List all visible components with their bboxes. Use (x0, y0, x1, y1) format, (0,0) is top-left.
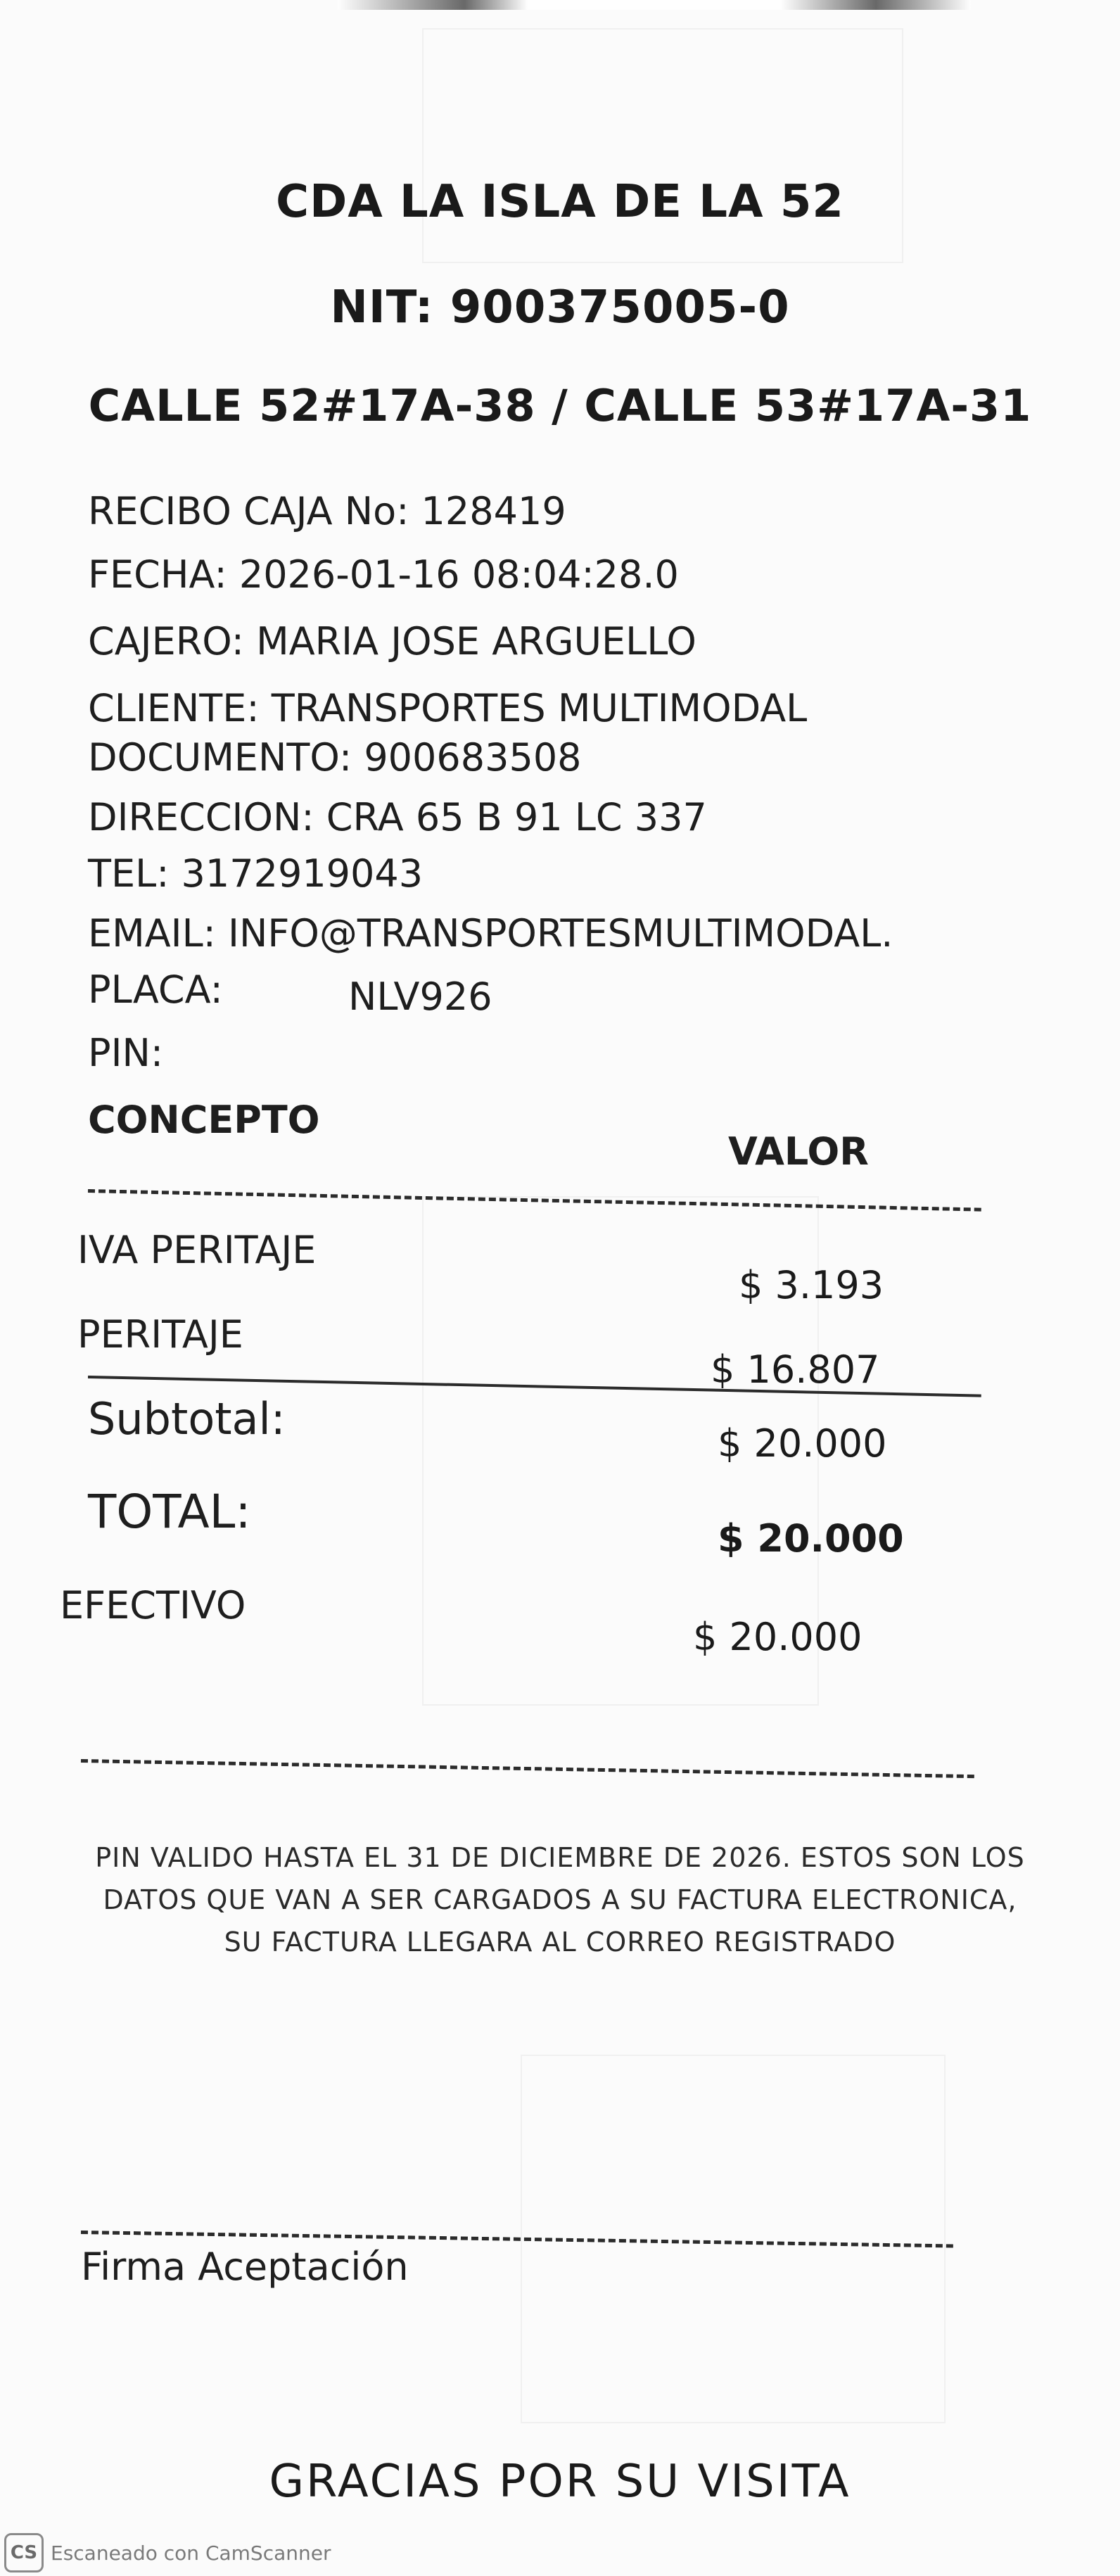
scanner-watermark (4, 2533, 331, 2572)
total-value: $ 20.000 (718, 1516, 904, 1561)
receipt-number: RECIBO CAJA No: 128419 (88, 489, 566, 533)
camscanner-icon: CS (4, 2533, 44, 2572)
receipt-client: CLIENTE: TRANSPORTES MULTIMODAL (88, 686, 808, 730)
cash-value: $ 20.000 (693, 1615, 863, 1659)
item-concept: IVA PERITAJE (77, 1228, 317, 1272)
business-nit: NIT: 900375005-0 (330, 281, 790, 334)
receipt-address: DIRECCION: CRA 65 B 91 LC 337 (88, 795, 707, 839)
business-address: CALLE 52#17A-38 / CALLE 53#17A-31 (88, 380, 1032, 431)
note-top-rule (81, 1759, 974, 1778)
signature-label: Firma Aceptación (81, 2245, 409, 2289)
plate-value: NLV926 (348, 975, 492, 1019)
item-value: $ 16.807 (711, 1347, 880, 1392)
total-label: TOTAL: (88, 1485, 251, 1539)
subtotal-value: $ 20.000 (718, 1421, 887, 1466)
thanks-message: GRACIAS POR SU VISITA (269, 2456, 851, 2508)
cash-label: EFECTIVO (60, 1583, 246, 1628)
receipt-date: FECHA: 2026-01-16 08:04:28.0 (88, 552, 679, 597)
subtotal-label: Subtotal: (88, 1393, 286, 1445)
item-value: $ 3.193 (739, 1263, 884, 1307)
plate-label: PLACA: (88, 967, 223, 1012)
receipt-phone: TEL: 3172919043 (88, 851, 424, 896)
concept-header: CONCEPTO (88, 1098, 320, 1142)
electronic-invoice-note: DATOS QUE VAN A SER CARGADOS A SU FACTURA ELECTRONICA, (103, 1884, 1017, 1915)
scanner-label: Escaneado con CamScanner (51, 2541, 331, 2565)
receipt-document: DOCUMENTO: 900683508 (88, 735, 582, 780)
top-print-mark (338, 0, 971, 10)
receipt-cashier: CAJERO: MARIA JOSE ARGUELLO (88, 619, 696, 664)
value-header: VALOR (728, 1129, 869, 1174)
receipt-email: EMAIL: INFO@TRANSPORTESMULTIMODAL. (88, 911, 893, 956)
pin-label: PIN: (88, 1031, 164, 1075)
email-delivery-note: SU FACTURA LLEGARA AL CORREO REGISTRADO (224, 1927, 896, 1958)
business-name: CDA LA ISLA DE LA 52 (276, 176, 844, 228)
item-concept: PERITAJE (77, 1312, 243, 1357)
pin-validity-note: PIN VALIDO HASTA EL 31 DE DICIEMBRE DE 2026. ESTOS SON LOS (95, 1842, 1025, 1873)
